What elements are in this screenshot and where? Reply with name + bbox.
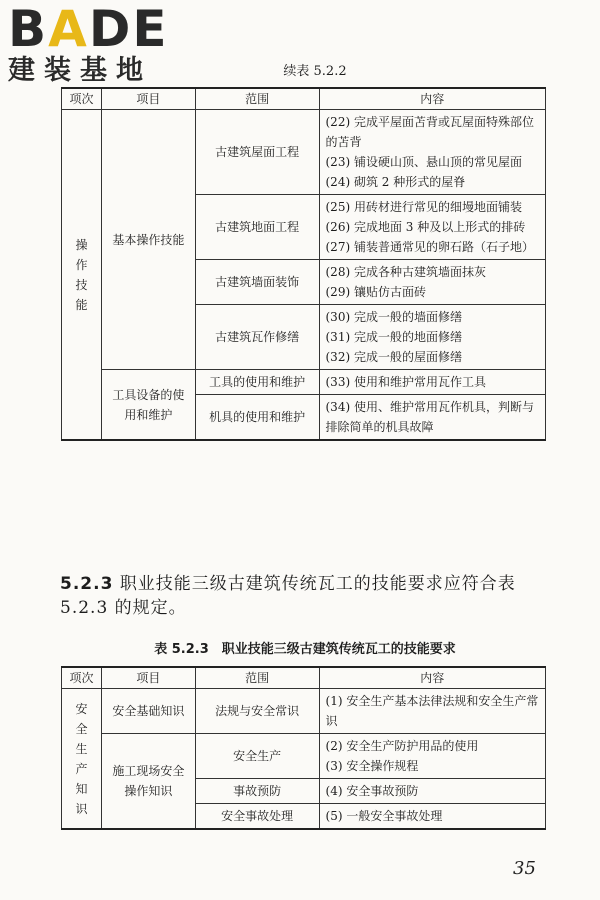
logo-letter-b: B [8,0,49,58]
logo-wordmark [8,0,178,58]
scope-cell: 古建筑屋面工程 [195,110,319,195]
logo-letter-a: A [48,0,89,58]
table-header-row [62,88,546,110]
content-line: (28) 完成各种古建筑墙面抹灰 [325,265,486,279]
category-cell: 安全生产知识 [62,689,102,830]
content-cell [319,779,545,804]
content-cell [319,195,546,260]
table-row [62,370,546,395]
continued-table-title: 续表 5.2.2 [283,64,347,79]
content-line: (27) 铺装普通常见的卵石路（石子地） [325,240,534,254]
scope-cell: 机具的使用和维护 [195,395,319,441]
section-number: 5.2.3 [60,574,114,594]
header-scope: 范围 [195,88,319,110]
item-cell: 基本操作技能 [101,110,195,370]
logo-subtitle: 建装基地 [8,55,152,86]
content-line: (31) 完成一般的地面修缮 [325,330,462,344]
scope-cell: 法规与安全常识 [195,689,319,734]
header-item: 项目 [101,88,195,110]
logo-letters-de: DE [88,0,169,58]
scope-cell: 古建筑地面工程 [195,195,319,260]
header-index: 项次 [62,88,102,110]
table-row [62,734,546,779]
content-cell [319,689,545,734]
skills-table-5-2-3 [61,666,546,830]
content-line: (4) 安全事故预防 [325,784,419,798]
header-index: 项次 [62,667,102,689]
content-cell [319,260,546,305]
scope-cell: 古建筑瓦作修缮 [195,305,319,370]
content-line: (33) 使用和维护常用瓦作工具 [325,375,486,389]
content-cell [319,804,545,830]
scope-cell: 工具的使用和维护 [195,370,319,395]
section-paragraph [60,572,560,620]
scope-cell: 事故预防 [195,779,319,804]
table-row [62,689,546,734]
header-scope: 范围 [195,667,319,689]
content-line: (3) 安全操作规程 [325,759,419,773]
item-cell: 安全基础知识 [101,689,195,734]
content-line: (34) 使用、维护常用瓦作机具，判断与排除简单的机具故障 [325,400,534,434]
table-row [62,110,546,195]
content-line: (5) 一般安全事故处理 [325,809,443,823]
header-content: 内容 [319,88,546,110]
content-cell [319,734,545,779]
content-line: (2) 安全生产防护用品的使用 [325,739,479,753]
scope-cell: 安全事故处理 [195,804,319,830]
content-cell [319,110,546,195]
page-number: 35 [513,858,536,879]
table-header-row [62,667,546,689]
item-cell: 施工现场安全操作知识 [101,734,195,830]
skills-table-continued [61,87,546,441]
table-caption: 表 5.2.3 职业技能三级古建筑传统瓦工的技能要求 [154,642,456,657]
content-line: (30) 完成一般的墙面修缮 [325,310,462,324]
header-item: 项目 [101,667,195,689]
content-cell [319,395,546,441]
content-line: (24) 砌筑 2 种形式的屋脊 [325,175,466,189]
content-line: (23) 铺设硬山顶、悬山顶的常见屋面 [325,155,522,169]
scope-cell: 古建筑墙面装饰 [195,260,319,305]
content-cell [319,305,546,370]
content-line: (25) 用砖材进行常见的细墁地面铺装 [325,200,522,214]
item-cell: 工具设备的使用和维护 [101,370,195,441]
content-cell [319,370,546,395]
content-line: (1) 安全生产基本法律法规和安全生产常识 [325,694,539,728]
content-line: (29) 镶贴仿古面砖 [325,285,426,299]
scope-cell: 安全生产 [195,734,319,779]
header-content: 内容 [319,667,545,689]
content-line: (22) 完成平屋面苫背或瓦屋面特殊部位的苫背 [325,115,534,149]
content-line: (26) 完成地面 3 种及以上形式的排砖 [325,220,526,234]
section-text: 职业技能三级古建筑传统瓦工的技能要求应符合表 5.2.3 的规定。 [60,574,516,618]
site-logo [8,0,178,86]
content-line: (32) 完成一般的屋面修缮 [325,350,462,364]
category-cell: 操作技能 [62,110,102,441]
